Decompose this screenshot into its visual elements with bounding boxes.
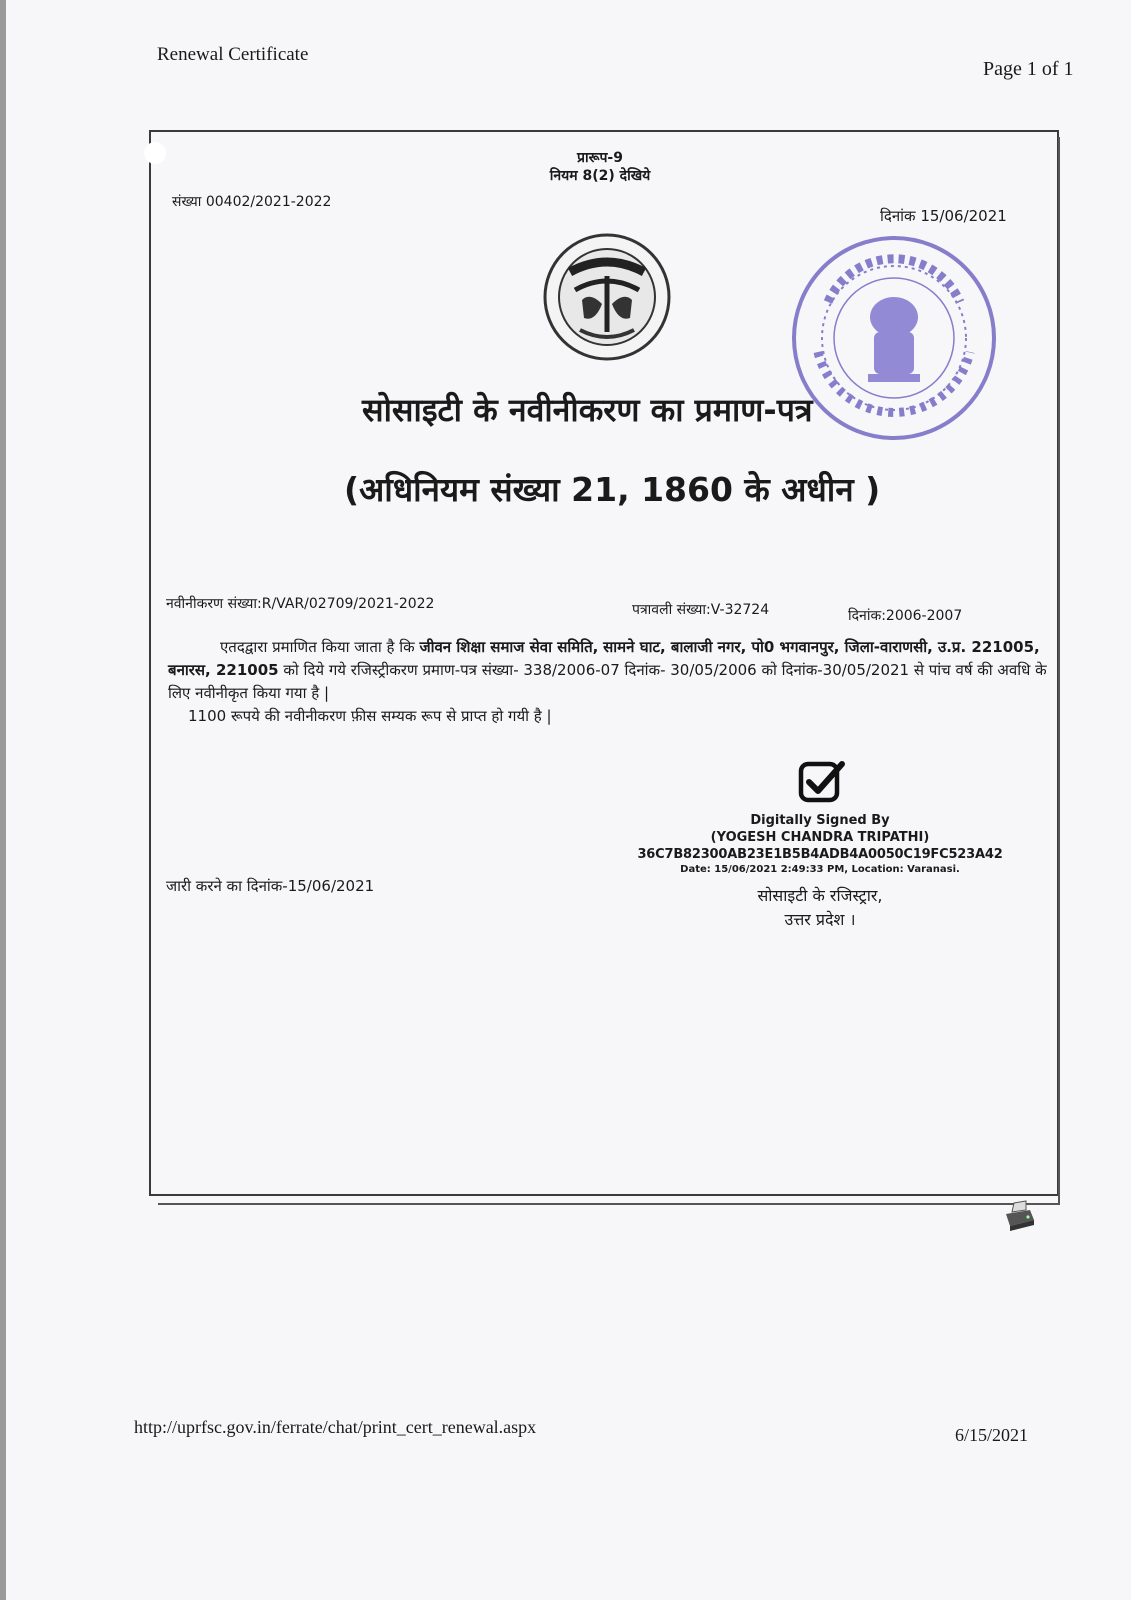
issue-date: जारी करने का दिनांक-15/06/2021 xyxy=(166,877,375,895)
rule-reference: नियम 8(2) देखिये xyxy=(549,168,651,184)
printer-icon[interactable] xyxy=(1000,1200,1036,1232)
print-header-page: Page 1 of 1 xyxy=(983,58,1074,80)
registrar-designation xyxy=(735,884,905,932)
form-number: प्रारूप-9 xyxy=(577,150,623,166)
registrar-line-1: सोसाइटी के रजिस्ट्रार, xyxy=(757,886,883,905)
footer-date: 6/15/2021 xyxy=(955,1425,1029,1445)
check-box-icon xyxy=(798,758,846,806)
certificate-serial: संख्या 00402/2021-2022 xyxy=(172,194,332,210)
certificate-subtitle: (अधिनियम संख्या 21, 1860 के अधीन ) xyxy=(344,470,881,509)
certificate-date: दिनांक 15/06/2021 xyxy=(880,207,1007,225)
footer-url: http://uprfsc.gov.in/ferrate/chat/print_cert_renewal.aspx xyxy=(134,1417,537,1437)
fee-text: रूपये की नवीनीकरण फ़ीस सम्यक रूप से प्राप्त हो गयी है | xyxy=(230,707,552,725)
society-name: जीवन शिक्षा समाज सेवा समिति, xyxy=(419,638,599,656)
punch-hole xyxy=(144,142,166,164)
registrar-line-2: उत्तर प्रदेश । xyxy=(784,910,856,929)
renewal-number: नवीनीकरण संख्या:R/VAR/02709/2021-2022 xyxy=(166,596,435,612)
print-header-title: Renewal Certificate xyxy=(157,44,309,65)
scan-edge xyxy=(0,0,6,1600)
certificate-title: सोसाइटी के नवीनीकरण का प्रमाण-पत्र xyxy=(362,391,813,429)
body-renewal-text: को दिये गये रजिस्ट्रीकरण प्रमाण-पत्र संख्या- 338/2006-07 दिनांक- 30/05/2006 को दिनांक-30/05/2021 से पांच वर्ष की अवधि के लिए नवीनीकृत किया गया है | xyxy=(168,661,1047,702)
up-government-emblem-icon xyxy=(540,232,675,362)
signature-label: Digitally Signed By xyxy=(750,813,890,828)
society-address: सामने घाट, बालाजी नगर, पो0 भगवानपुर, जिला-वाराणसी, उ.प्र. 221005, बनारस, 221005 xyxy=(168,638,1040,679)
signatory-name: (YOGESH CHANDRA TRIPATHI) xyxy=(710,830,930,845)
file-number: पत्रावली संख्या:V-32724 xyxy=(632,602,770,618)
registrar-office-stamp-icon xyxy=(788,232,1000,444)
fee-amount: 1100 xyxy=(188,707,227,725)
file-date: दिनांक:2006-2007 xyxy=(848,608,963,624)
digital-signature-block xyxy=(600,812,1040,877)
signature-hash: 36C7B82300AB23E1B5B4ADB4A0050C19FC523A42 xyxy=(637,847,1003,862)
body-intro: एतदद्वारा प्रमाणित किया जाता है कि xyxy=(220,638,415,656)
certificate-body xyxy=(168,636,1053,728)
signature-date-location: Date: 15/06/2021 2:49:33 PM, Location: Varanasi. xyxy=(680,864,960,875)
